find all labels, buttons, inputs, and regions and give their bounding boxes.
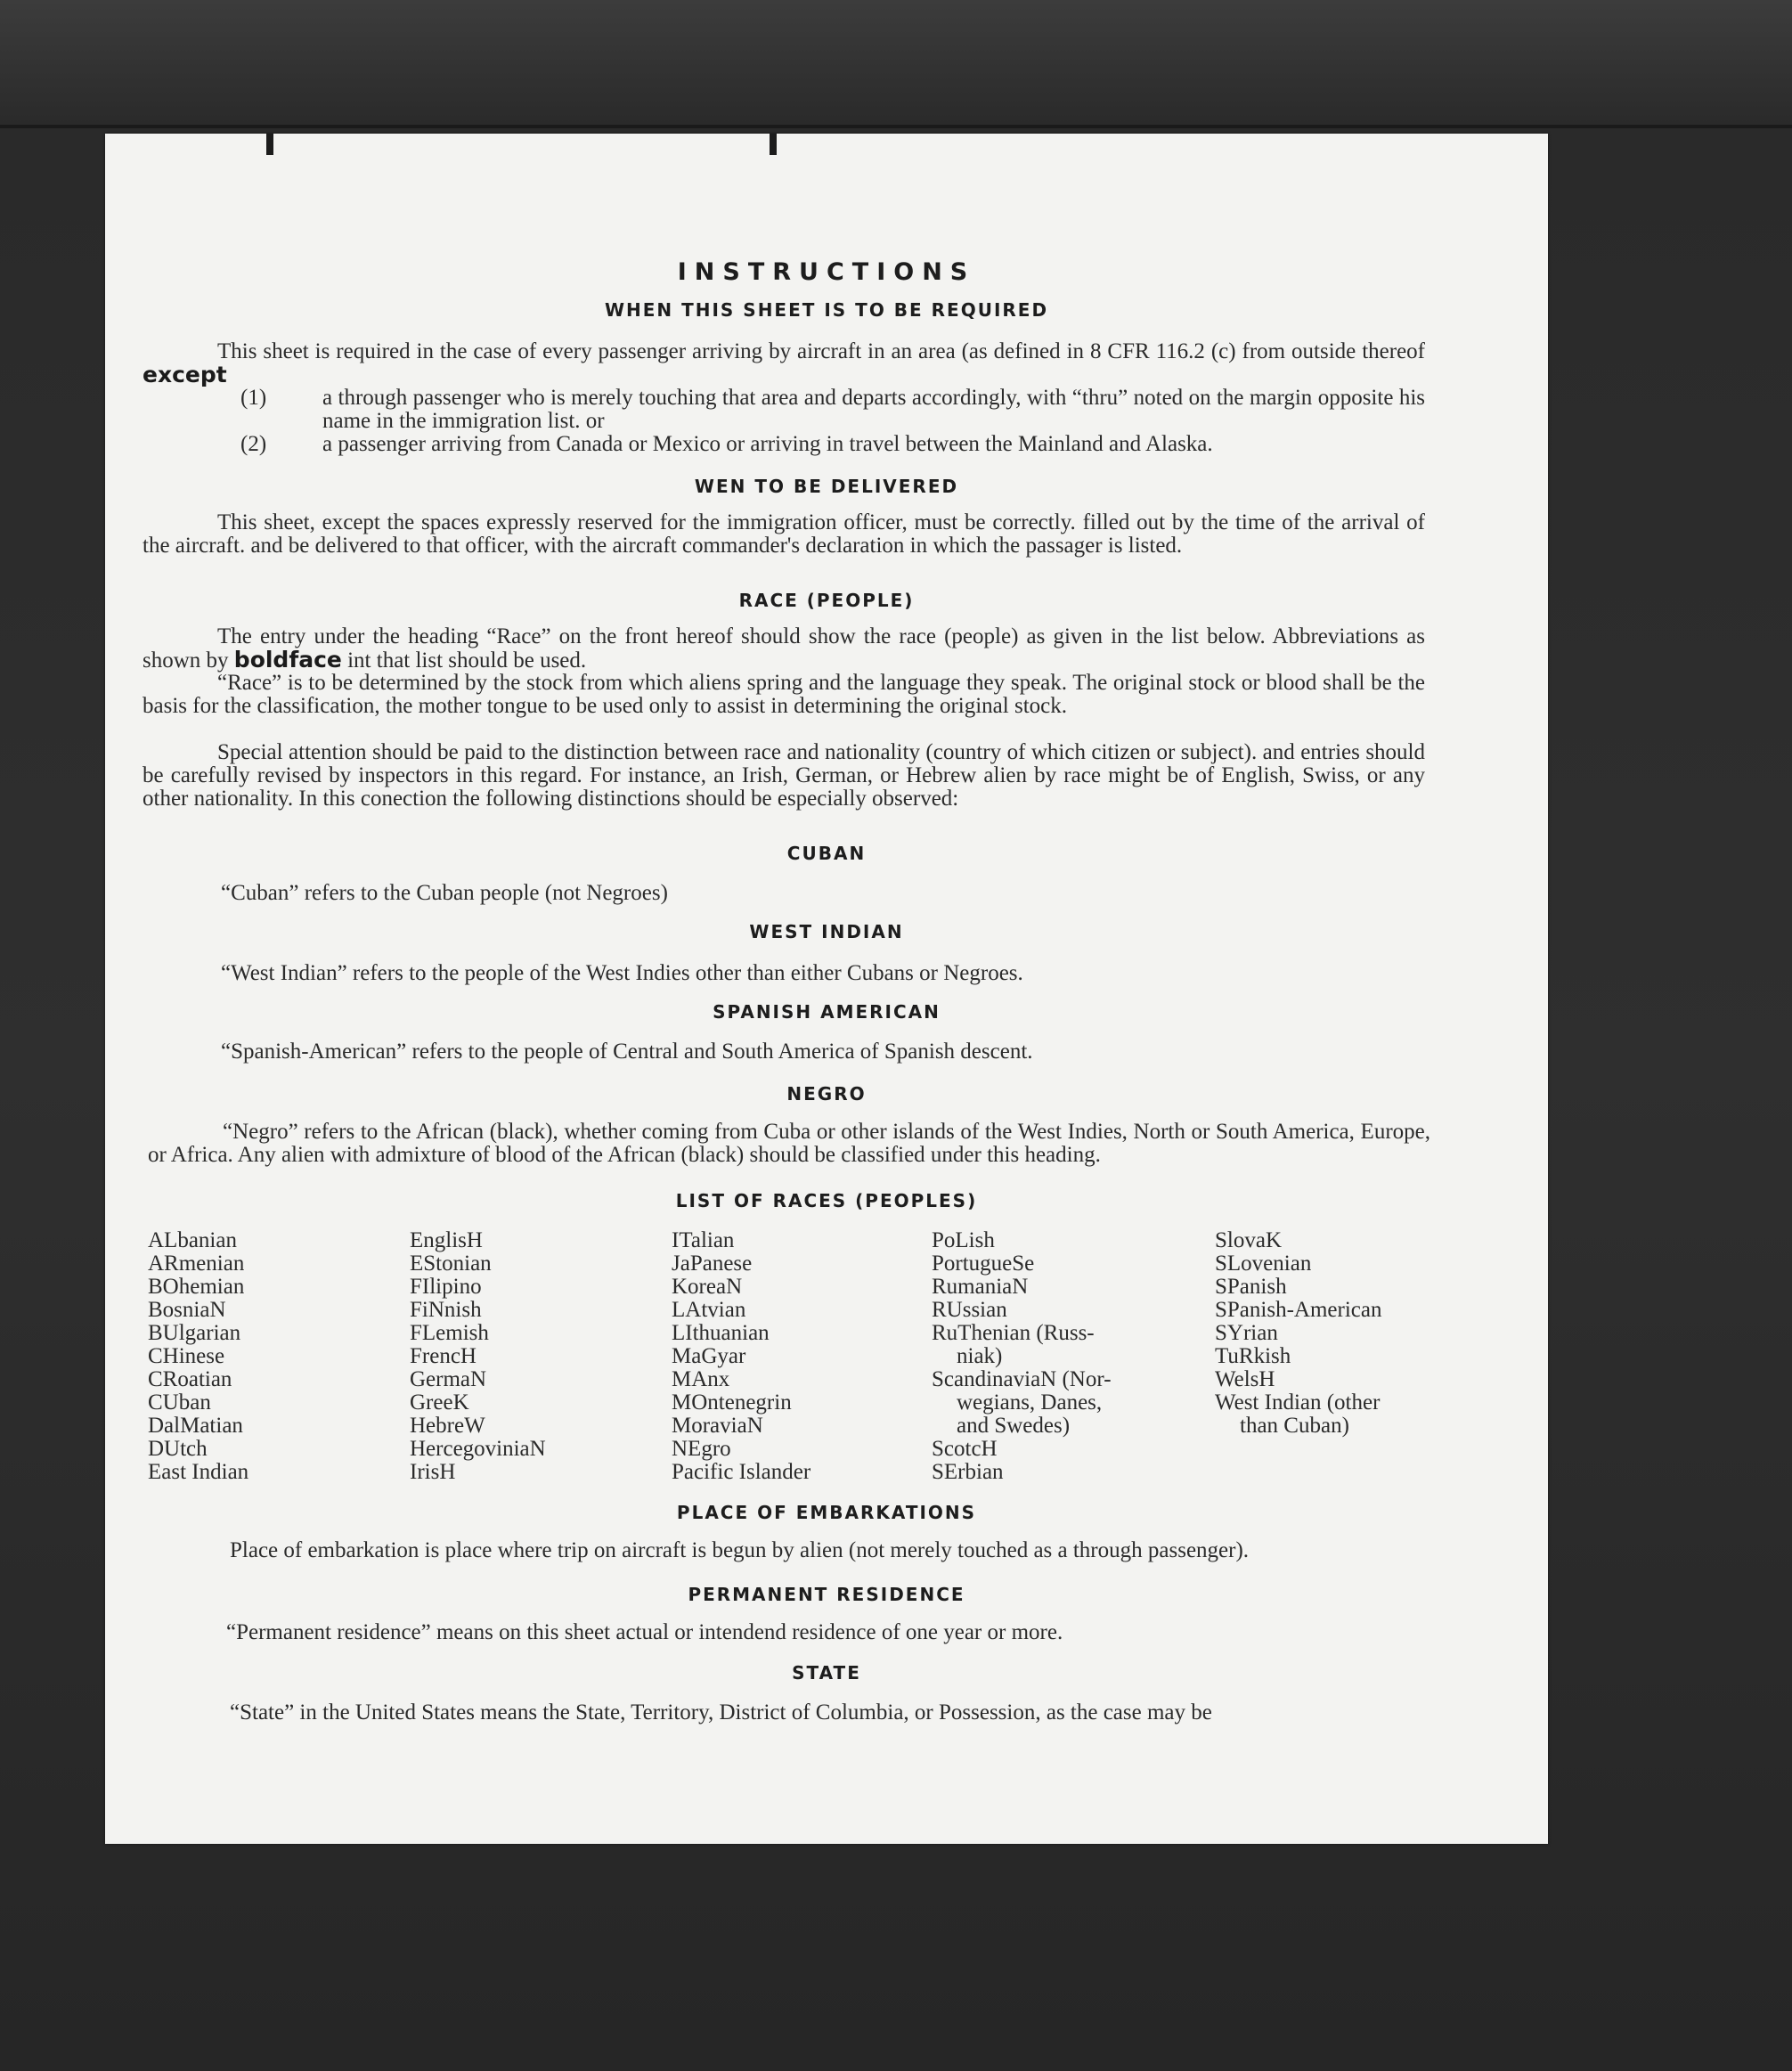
race-entry: LAtvian [672, 1298, 746, 1322]
instruction-sheet [105, 134, 1548, 1844]
race-entry: BosniaN [148, 1298, 226, 1322]
scan-edge-line [0, 125, 1792, 128]
race-entry: HebreW [410, 1414, 485, 1438]
race-entry: FrencH [410, 1344, 477, 1368]
race-entry: ScotcH [932, 1437, 998, 1461]
heading-race: RACE (PEOPLE) [738, 590, 915, 611]
race-paragraph-1: The entry under the heading “Race” on the front hereof should show the race (people) as given in the list below. Abbreviations as shown by boldface int that list should be used. [143, 624, 1425, 673]
heading-spanish-american: SPANISH AMERICAN [713, 1001, 941, 1023]
race-entry: LIthuanian [672, 1321, 770, 1345]
residence-text: “Permanent residence” means on this sheet actual or intendend residence of one year or more. [226, 1620, 1063, 1644]
race-entry: East Indian [148, 1460, 249, 1484]
page-title: INSTRUCTIONS [677, 258, 976, 286]
race-entry: RuThenian (Russ- [932, 1321, 1095, 1345]
race-entry: SYrian [1215, 1321, 1278, 1345]
race-entry: CUban [148, 1390, 211, 1415]
races-column-2 [410, 1229, 546, 1484]
race-entry: BOhemian [148, 1275, 245, 1299]
race-entry: ARmenian [148, 1252, 245, 1276]
heading-state: STATE [792, 1662, 861, 1684]
race-entry: SPanish-American [1215, 1298, 1382, 1322]
race-entry: MOntenegrin [672, 1390, 792, 1415]
race-entry: ALbanian [148, 1228, 237, 1252]
race-paragraph-3: Special attention should be paid to the distinction between race and nationality (country of which citizen or subject). and entries should be carefully revised by inspectors in this regard. For instance, an Irish, German, or Hebrew alien by race might be of English, Swiss, or any other nationality. In this conection the following distinctions should be especially observed: [143, 740, 1425, 811]
race-entry: FLemish [410, 1321, 489, 1345]
race-entry: FIlipino [410, 1275, 482, 1299]
exception-item-1: (1) a through passenger who is merely touching that area and departs accordingly, with “thru” noted on the margin opposite his name in the immigration list. or [240, 386, 1425, 433]
race-entry: IrisH [410, 1460, 456, 1484]
race-entry: TuRkish [1215, 1344, 1291, 1368]
race-entry: EStonian [410, 1252, 492, 1276]
state-paragraph: “State” in the United States means the State, Territory, District of Columbia, or Possession, as the case may be [230, 1700, 1212, 1724]
spanish-american-text: “Spanish-American” refers to the people of Central and South America of Spanish descent. [221, 1040, 1033, 1064]
race-entry: KoreaN [672, 1275, 743, 1299]
heading-when-required: WHEN THIS SHEET IS TO BE REQUIRED [604, 299, 1049, 321]
race-entry-continuation: than Cuban) [1240, 1414, 1349, 1438]
when-required-paragraph: This sheet is required in the case of every passenger arriving by aircraft in an area (as defined in 8 CFR 116.2 (c) from outside thereof except [143, 339, 1425, 387]
race-entry: CHinese [148, 1344, 225, 1368]
embarkation-paragraph: Place of embarkation is place where trip on aircraft is begun by alien (not merely touched as a through passenger). [230, 1538, 1250, 1562]
race-entry: MoraviaN [672, 1414, 763, 1438]
race-entry: EnglisH [410, 1228, 483, 1252]
negro-paragraph: “Negro” refers to the African (black), whether coming from Cuba or other islands of the West Indies, North or South America, Europe, or Africa. Any alien with admixture of blood of the African (black) should be classified under this heading. [148, 1120, 1430, 1167]
race-entry: FiNnish [410, 1298, 482, 1322]
race-paragraph-2: “Race” is to be determined by the stock from which aliens spring and the language they speak. The original stock or blood shall be the basis for the classification, the mother tongue to be used only to assist in determining the original stock. [143, 671, 1425, 718]
race-entry: SPanish [1215, 1275, 1287, 1299]
race-entry: JaPanese [672, 1252, 753, 1276]
race-entry: NEgro [672, 1437, 731, 1461]
race-entry: DUtch [148, 1437, 208, 1461]
exception-item-2: (2) a passenger arriving from Canada or Mexico or arriving in travel between the Mainland and Alaska. [240, 432, 1213, 456]
race-entry: Pacific Islander [672, 1460, 811, 1484]
race-entry: SLovenian [1215, 1252, 1312, 1276]
race-entry: PoLish [932, 1228, 995, 1252]
race-entry: SlovaK [1215, 1228, 1282, 1252]
staple-mark [770, 134, 777, 155]
race-entry: DalMatian [148, 1414, 243, 1438]
race-entry: MAnx [672, 1367, 730, 1391]
staple-mark [266, 134, 273, 155]
heading-list-of-races: LIST OF RACES (PEOPLES) [675, 1190, 978, 1211]
race-entry-continuation: wegians, Danes, [957, 1390, 1103, 1415]
west-indian-text: “West Indian” refers to the people of the West Indies other than either Cubans or Negroes. [221, 961, 1023, 985]
boldface-bold: boldface [233, 647, 342, 673]
cuban-text: “Cuban” refers to the Cuban people (not Negroes) [221, 881, 668, 905]
delivered-paragraph: This sheet, except the spaces expressly reserved for the immigration officer, must be correctly. filled out by the time of the arrival of the aircraft. and be delivered to that officer, with the aircraft commander's declaration in which the passager is listed. [143, 510, 1425, 558]
races-column-3 [672, 1229, 810, 1484]
heading-cuban: CUBAN [786, 843, 867, 864]
race-entry: CRoatian [148, 1367, 232, 1391]
race-entry: RUssian [932, 1298, 1007, 1322]
race-entry: RumaniaN [932, 1275, 1029, 1299]
race-entry: West Indian (other [1215, 1390, 1381, 1415]
race-entry: PortugueSe [932, 1252, 1035, 1276]
heading-embarkation: PLACE OF EMBARKATIONS [676, 1502, 977, 1523]
races-column-4 [932, 1229, 1112, 1484]
race-entry: BUlgarian [148, 1321, 241, 1345]
race-entry: MaGyar [672, 1344, 746, 1368]
heading-negro: NEGRO [786, 1083, 867, 1105]
heading-west-indian: WEST INDIAN [749, 921, 904, 942]
race-entry: GermaN [410, 1367, 487, 1391]
race-entry-continuation: niak) [957, 1344, 1003, 1368]
except-bold: except [143, 362, 227, 387]
heading-delivered: WEN TO BE DELIVERED [694, 476, 959, 497]
races-column-5 [1215, 1229, 1381, 1438]
race-entry: SErbian [932, 1460, 1004, 1484]
heading-permanent-residence: PERMANENT RESIDENCE [688, 1584, 965, 1605]
races-column-1 [148, 1229, 248, 1484]
race-entry-continuation: and Swedes) [957, 1414, 1071, 1438]
race-entry: ScandinaviaN (Nor- [932, 1367, 1112, 1391]
race-entry: GreeK [410, 1390, 469, 1415]
race-entry: ITalian [672, 1228, 735, 1252]
race-entry: WelsH [1215, 1367, 1275, 1391]
race-entry: HercegoviniaN [410, 1437, 546, 1461]
